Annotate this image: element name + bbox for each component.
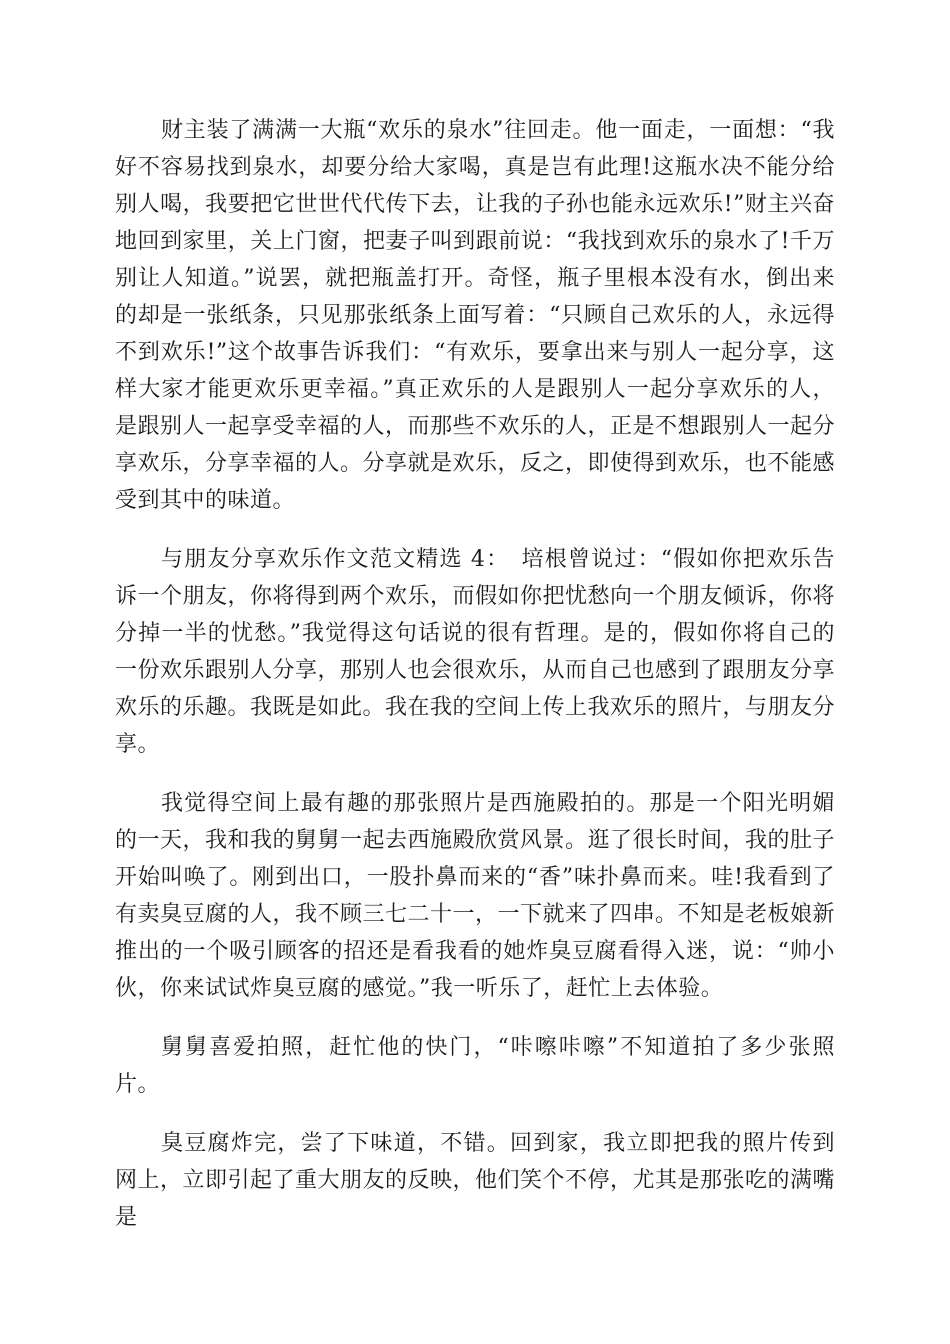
paragraph-5: 臭豆腐炸完，尝了下味道，不错。回到家，我立即把我的照片传到网上，立即引起了重大朋友的反映，他们笑个不停，尤其是那张吃的满嘴是: [115, 1131, 836, 1230]
paragraph-2: 与朋友分享欢乐作文范文精选 4： 培根曾说过：“假如你把欢乐告诉一个朋友，你将得到两个欢乐，而假如你把忧愁向一个朋友倾诉，你将分掉一半的忧愁。”我觉得这句话说的很有哲理。是的，假如你将自己的一份欢乐跟别人分享，那别人也会很欢乐，从而自己也感到了跟朋友分享欢乐的乐趣。我既是如此。我在我的空间上传上我欢乐的照片，与朋友分享。: [115, 547, 836, 757]
document-body: [115, 112, 835, 1258]
paragraph-3: 我觉得空间上最有趣的那张照片是西施殿拍的。那是一个阳光明媚的一天，我和我的舅舅一起去西施殿欣赏风景。逛了很长时间，我的肚子开始叫唤了。刚到出口，一股扑鼻而来的“香”味扑鼻而来。哇!我看到了有卖臭豆腐的人，我不顾三七二十一，一下就来了四串。不知是老板娘新推出的一个吸引顾客的招还是看我看的她炸臭豆腐看得入迷，说：“帅小伙，你来试试炸臭豆腐的感觉。”我一听乐了，赶忙上去体验。: [115, 791, 836, 1001]
paragraph-1: 财主装了满满一大瓶“欢乐的泉水”往回走。他一面走，一面想：“我好不容易找到泉水，却要分给大家喝，真是岂有此理!这瓶水决不能分给别人喝，我要把它世世代代传下去，让我的子孙也能永远欢乐!”财主兴奋地回到家里，关上门窗，把妻子叫到跟前说：“我找到欢乐的泉水了!千万别让人知道。”说罢，就把瓶盖打开。奇怪，瓶子里根本没有水，倒出来的却是一张纸条，只见那张纸条上面写着：“只顾自己欢乐的人，永远得不到欢乐!”这个故事告诉我们：“有欢乐，要拿出来与别人一起分享，这样大家才能更欢乐更幸福。”真正欢乐的人是跟别人一起分享欢乐的人，是跟别人一起享受幸福的人，而那些不欢乐的人，正是不想跟别人一起分享欢乐，分享幸福的人。分享就是欢乐，反之，即使得到欢乐，也不能感受到其中的味道。: [115, 118, 836, 513]
paragraph-4: 舅舅喜爱拍照，赶忙他的快门，“咔嚓咔嚓”不知道拍了多少张照片。: [115, 1035, 835, 1097]
